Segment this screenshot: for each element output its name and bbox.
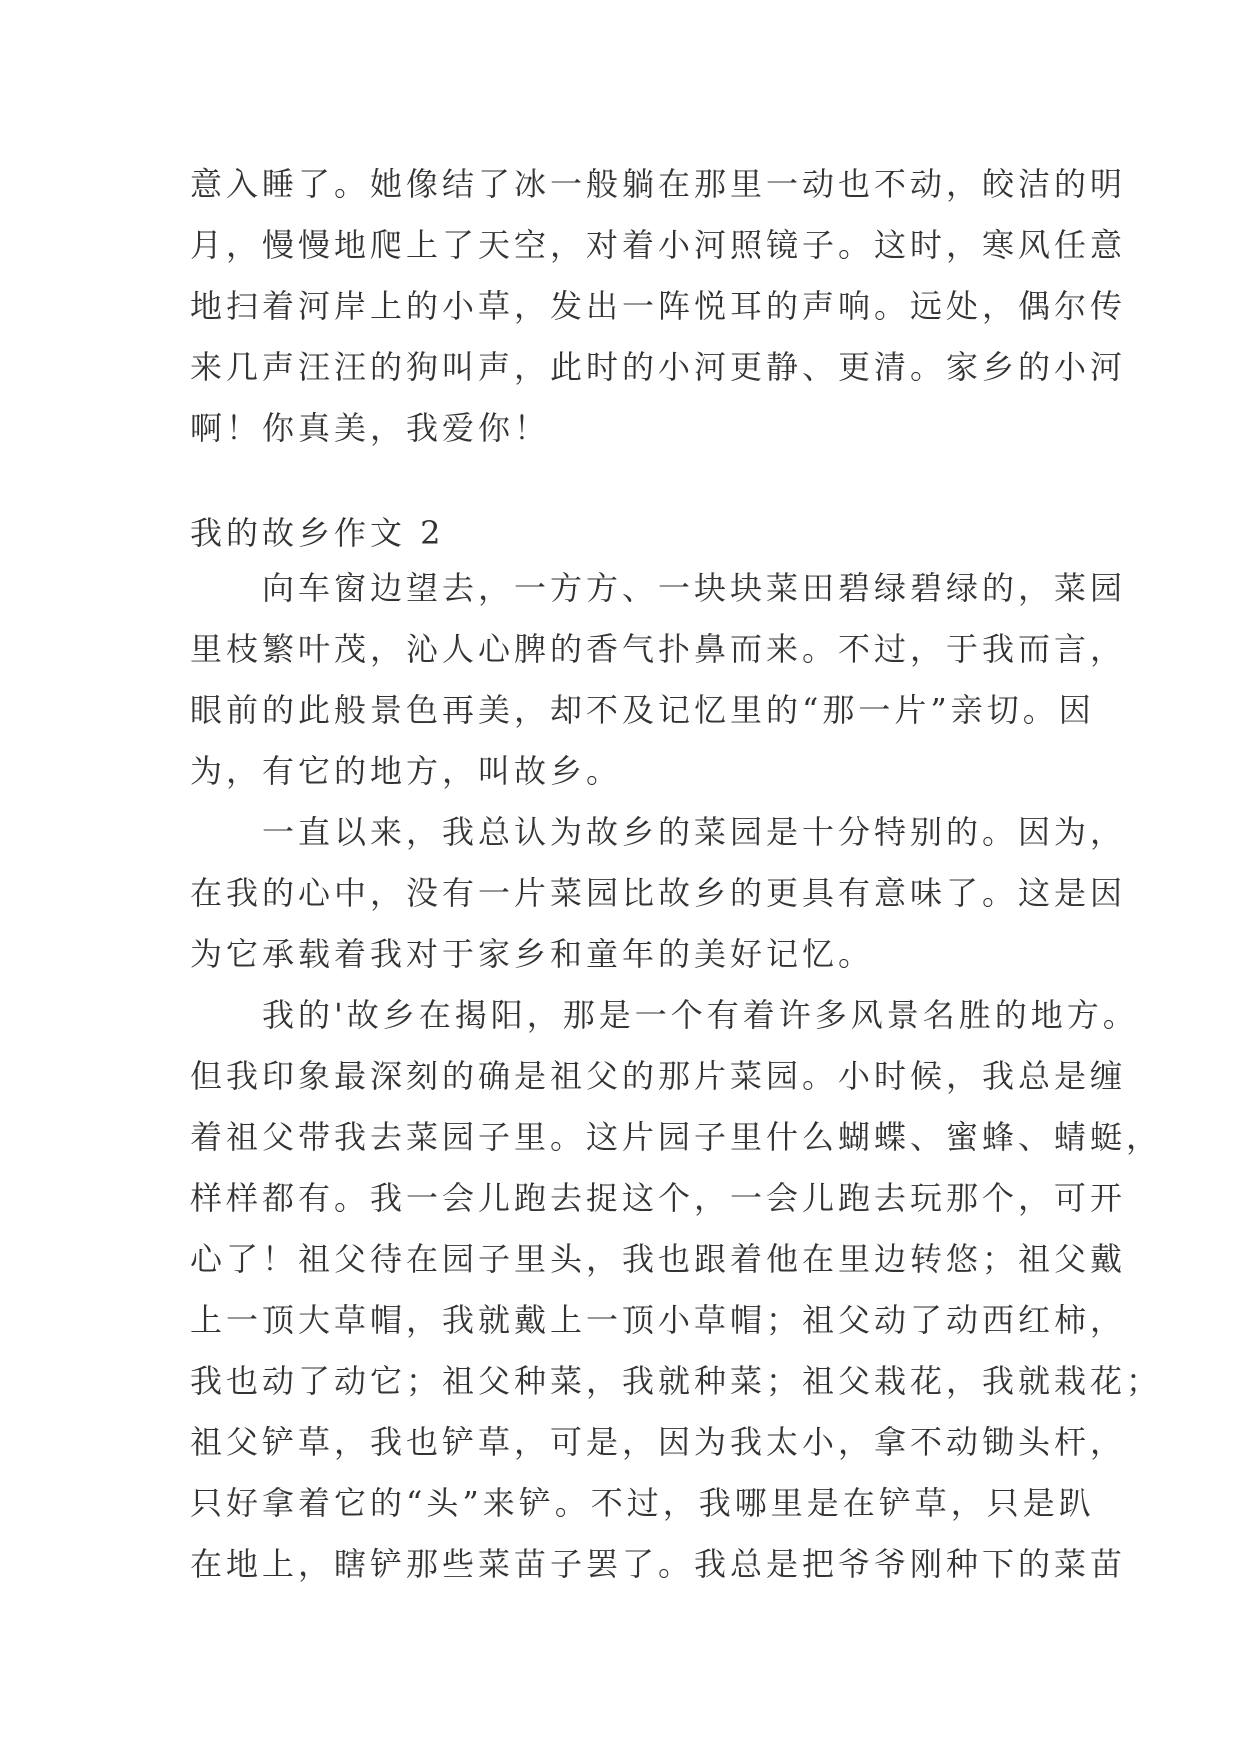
text-line: 但我印象最深刻的确是祖父的那片菜园。小时候，我总是缠 bbox=[190, 1057, 1127, 1095]
text-line: 啊！你真美，我爱你！ bbox=[190, 409, 551, 447]
essay-body bbox=[190, 558, 1163, 1595]
section-title-block bbox=[190, 503, 1062, 564]
text-line: 在我的心中，没有一片菜园比故乡的更具有意味了。这是因 bbox=[190, 874, 1127, 912]
text-line: 来几声汪汪的狗叫声，此时的小河更静、更清。家乡的小河 bbox=[190, 348, 1127, 386]
section-title: 我的故乡作文 2 bbox=[190, 514, 445, 552]
text-line: 我也动了动它；祖父种菜，我就种菜；祖父栽花，我就栽花； bbox=[190, 1362, 1163, 1400]
text-line: 只好拿着它的“头”来铲。不过，我哪里是在铲草，只是趴 bbox=[190, 1484, 1095, 1522]
text-line: 上一顶大草帽，我就戴上一顶小草帽；祖父动了动西红柿， bbox=[190, 1301, 1127, 1339]
text-line: 我的'故乡在揭阳，那是一个有着许多风景名胜的地方。 bbox=[190, 996, 1139, 1034]
text-line: 一直以来，我总认为故乡的菜园是十分特别的。因为， bbox=[190, 813, 1127, 851]
text-line: 在地上，瞎铲那些菜苗子罢了。我总是把爷爷刚种下的菜苗 bbox=[190, 1545, 1127, 1583]
text-line: 月，慢慢地爬上了天空，对着小河照镜子。这时，寒风任意 bbox=[190, 226, 1127, 264]
text-line: 着祖父带我去菜园子里。这片园子里什么蝴蝶、蜜蜂、蜻蜓， bbox=[190, 1118, 1163, 1156]
text-line: 心了！祖父待在园子里头，我也跟着他在里边转悠；祖父戴 bbox=[190, 1240, 1127, 1278]
text-line: 祖父铲草，我也铲草，可是，因为我太小，拿不动锄头杆， bbox=[190, 1423, 1127, 1461]
continuation-paragraph bbox=[190, 154, 1127, 459]
text-line: 里枝繁叶茂，沁人心脾的香气扑鼻而来。不过，于我而言， bbox=[190, 630, 1127, 668]
text-line: 为，有它的地方，叫故乡。 bbox=[190, 752, 623, 790]
text-line: 地扫着河岸上的小草，发出一阵悦耳的声响。远处，偶尔传 bbox=[190, 287, 1127, 325]
text-line: 意入睡了。她像结了冰一般躺在那里一动也不动，皎洁的明 bbox=[190, 165, 1127, 203]
text-line: 向车窗边望去，一方方、一块块菜田碧绿碧绿的，菜园 bbox=[190, 569, 1127, 607]
text-line: 样样都有。我一会儿跑去捉这个，一会儿跑去玩那个，可开 bbox=[190, 1179, 1127, 1217]
text-line: 眼前的此般景色再美，却不及记忆里的“那一片”亲切。因 bbox=[190, 691, 1095, 729]
text-line: 为它承载着我对于家乡和童年的美好记忆。 bbox=[190, 935, 875, 973]
